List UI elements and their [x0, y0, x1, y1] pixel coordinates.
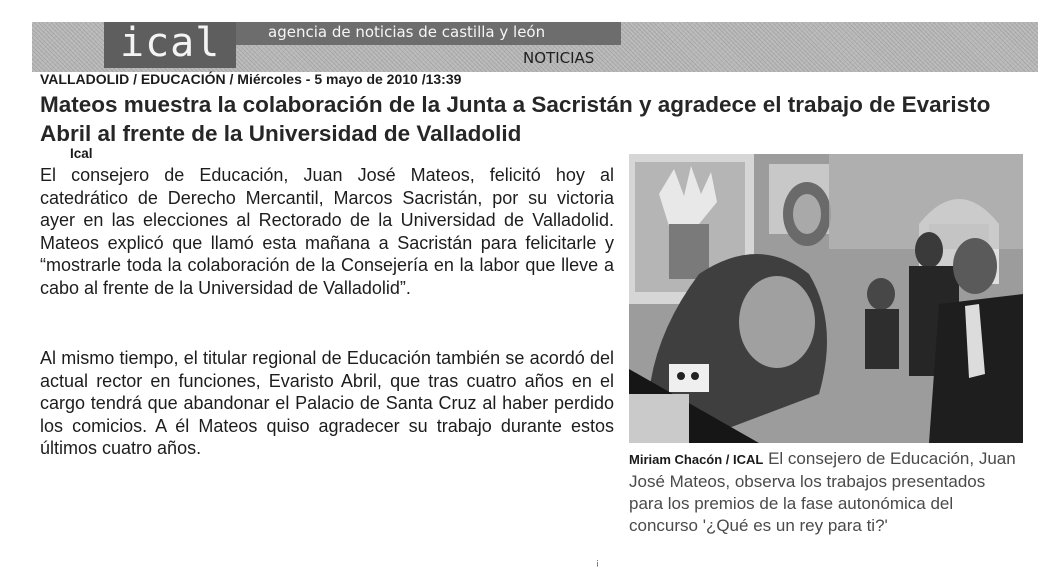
caption-text: El consejero de Educación, Juan José Mateos, observa los trabajos presentados para los premios de la fase autonómica del concurso '¿Qué es un rey para ti?' [629, 449, 1016, 535]
news-photo [629, 154, 1023, 443]
agency-band [236, 22, 621, 45]
body-paragraph-1: El consejero de Educación, Juan José Mateos, felicitó hoy al catedrático de Derecho Mercantil, Marcos Sacristán, por su victoria ayer en las elecciones al Rectorado de la Universidad de Valladolid. Mateos explicó que llamó esta mañana a Sacristán para felicitarle y “mostrarle toda la colaboración de la Consejería en la labor que lleve a cabo al frente de la Universidad de Valladolid”. [40, 165, 614, 298]
photo-caption [629, 448, 1021, 537]
photo-illustration [629, 154, 1023, 443]
agency-tagline: agencia de noticias de castilla y león [268, 23, 546, 41]
byline: Ical [70, 146, 93, 161]
dateline: VALLADOLID / EDUCACIÓN / Miércoles - 5 mayo de 2010 /13:39 [40, 71, 462, 87]
ical-logo [104, 22, 236, 68]
section-label: NOTICIAS [523, 49, 595, 67]
masthead-banner [32, 22, 1038, 72]
stray-mark: ¡ [596, 557, 599, 567]
body-paragraph-2: Al mismo tiempo, el titular regional de Educación también se acordó del actual rector en funciones, Evaristo Abril, que tras cuatro años en el cargo tendrá que abandonar el Palacio de Santa Cruz al haber perdido los comicios. A él Mateos quiso agradecer su trabajo durante estos últimos cuatro años. [40, 348, 614, 458]
headline: Mateos muestra la colaboración de la Junta a Sacristán y agradece el trabajo de Evaristo Abril al frente de la Universidad de Valladolid [40, 92, 991, 146]
photo-credit: Miriam Chacón / ICAL [629, 452, 764, 467]
logo-text: ical [120, 20, 221, 66]
